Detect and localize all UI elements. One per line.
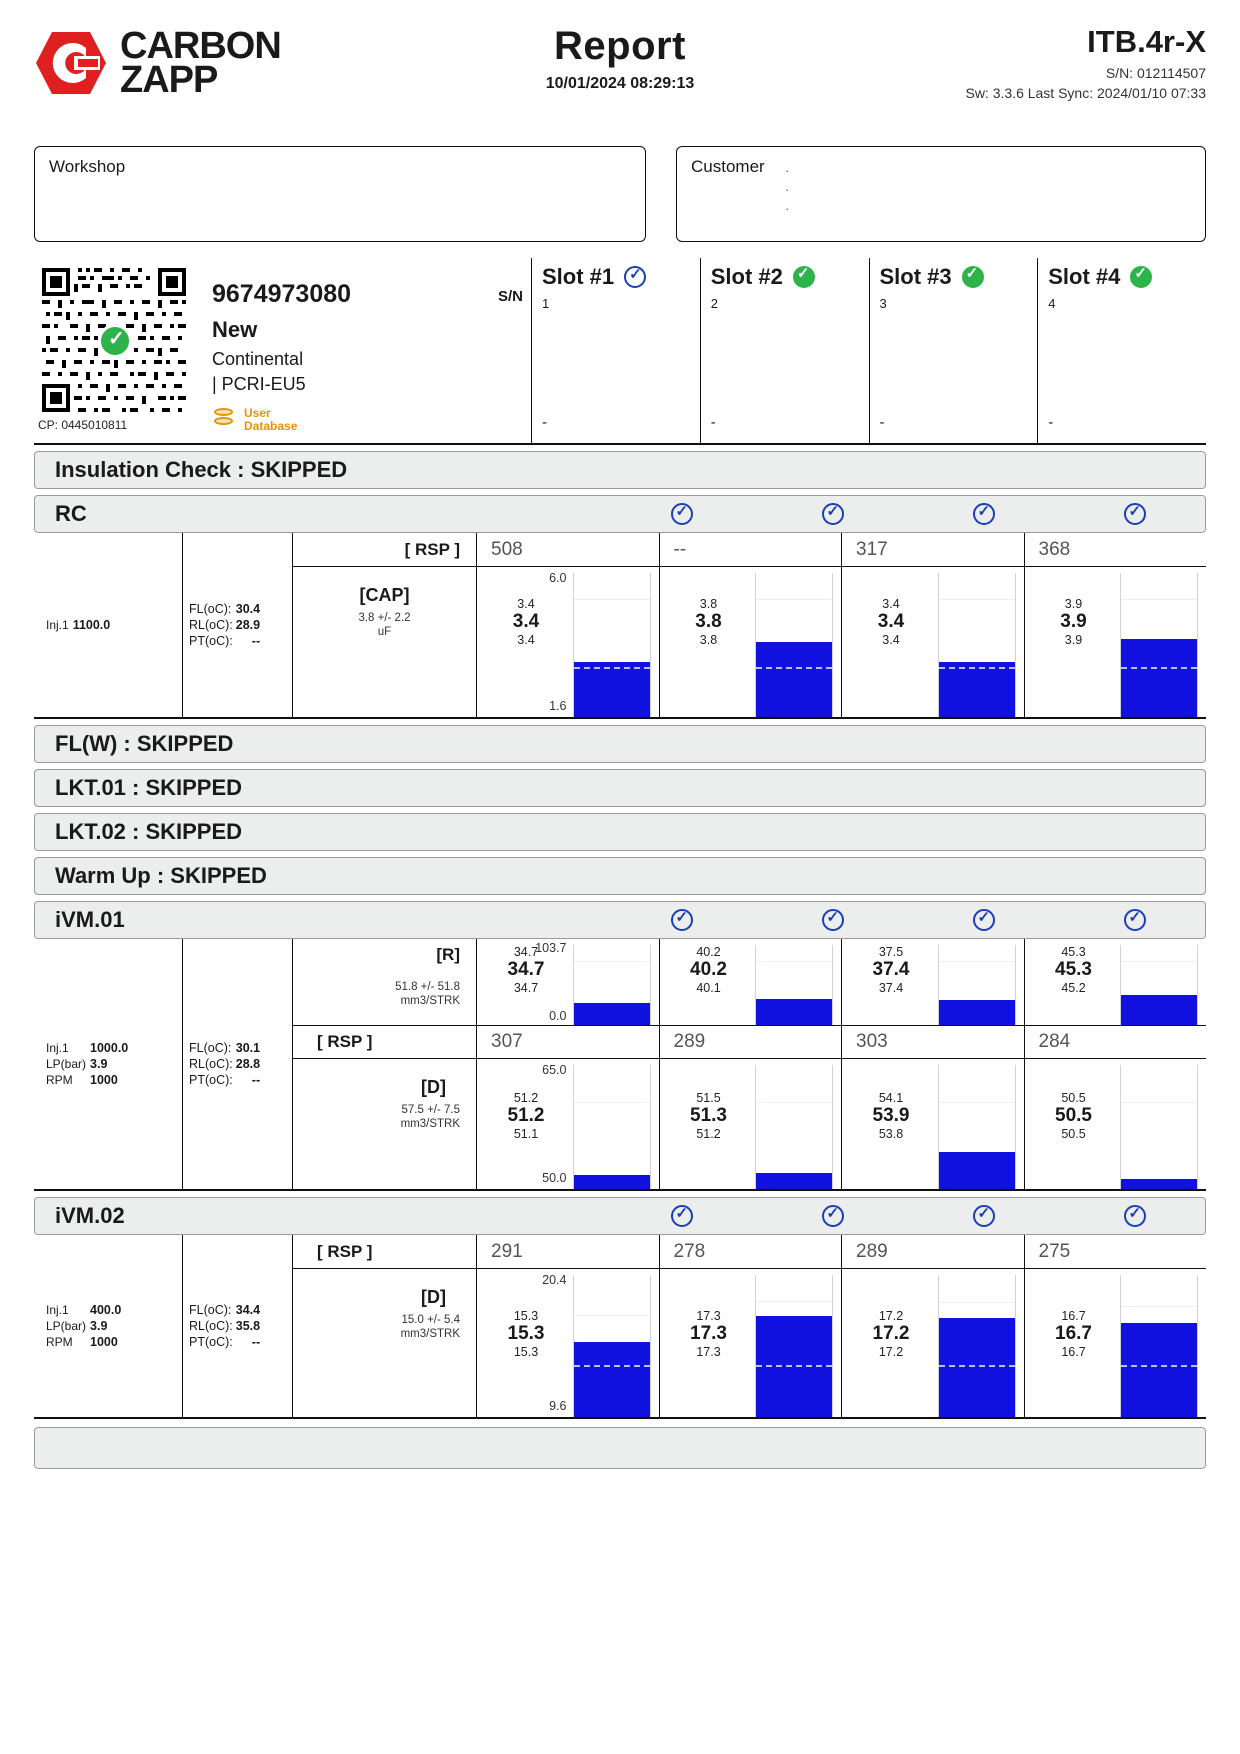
part-info	[34, 258, 531, 443]
rc-label: RC	[55, 501, 87, 526]
ivm02-d-plot-1	[573, 1275, 651, 1417]
slot-2[interactable]	[700, 258, 869, 443]
rc-axis-lo-1: 1.6	[549, 699, 567, 713]
ivm02-d-bot-2: 17.3	[696, 1345, 721, 1359]
rc-graph-3	[842, 567, 1024, 717]
ivm02-status-slot-3	[903, 1198, 1054, 1234]
database-icon	[212, 408, 238, 432]
user-database-line-1: User	[244, 406, 271, 420]
rc-slot-1	[476, 533, 659, 717]
ivm01-d-top-2: 51.5	[696, 1091, 721, 1105]
ivm02-status-slot-4	[1054, 1198, 1205, 1234]
ivm01-r-bot-3: 37.4	[878, 981, 904, 995]
ivm02-injector-params	[34, 1235, 182, 1417]
rc-rsp-value-1: 508	[491, 538, 523, 560]
ivm02-label: iVM.02	[55, 1203, 125, 1228]
ivm01-d-top-3: 54.1	[878, 1091, 904, 1105]
ivm02-metric-column	[292, 1235, 476, 1417]
section-lkt-01	[34, 769, 1206, 807]
rc-rsp-label: [ RSP ]	[404, 539, 460, 559]
ivm02-d-plot-2	[755, 1275, 833, 1417]
slot-1-index: 1	[542, 296, 550, 311]
ivm01-injector-params	[34, 939, 182, 1189]
rc-slot-4	[1024, 533, 1207, 717]
rc-status-slot-3	[903, 496, 1054, 532]
qr-verified-icon	[98, 324, 132, 358]
rc-pt-label: PT(oC):	[189, 634, 233, 648]
part-brand: Continental	[212, 349, 304, 369]
rc-value-top-4: 3.9	[1064, 597, 1083, 611]
ivm02-rsp-label: [ RSP ]	[317, 1241, 373, 1261]
ivm01-slot-columns	[476, 939, 1206, 1189]
ivm01-lp-label: LP(bar)	[46, 1057, 87, 1071]
rc-value-bot-1: 3.4	[517, 633, 535, 647]
part-type: | PCRI-EU5	[212, 374, 306, 394]
device-info	[866, 18, 1206, 101]
customer-label: Customer	[691, 157, 765, 176]
ivm02-status-slot-2	[752, 1198, 903, 1234]
rc-rsp-value-2: --	[673, 538, 687, 560]
ivm01-slot-2	[659, 939, 842, 1189]
ivm02-d-axis-hi: 20.4	[542, 1273, 567, 1287]
ivm01-d-label: [D]	[421, 1077, 446, 1097]
ivm02-d-graph-2	[660, 1269, 842, 1417]
device-model: ITB.4r-X	[1087, 24, 1206, 59]
slot-3-value: -	[879, 414, 885, 431]
ivm01-r-graph-3	[842, 939, 1024, 1025]
ivm01-r-mid-4: 45.3	[1055, 959, 1092, 980]
ivm01-d-plot-2	[755, 1065, 833, 1189]
ivm02-rsp-value-3: 289	[856, 1240, 888, 1262]
customer-line-3: ·	[785, 201, 790, 216]
ivm02-rpm-label: RPM	[46, 1335, 73, 1349]
ivm02-measurement-block	[34, 1235, 1206, 1419]
part-condition: New	[212, 317, 258, 342]
rc-plot-2	[755, 573, 833, 717]
rc-rl-label: RL(oC):	[189, 618, 233, 632]
rc-value-top-3: 3.4	[882, 597, 900, 611]
ivm01-r-top-1: 34.7	[513, 945, 539, 959]
rc-inj-label: Inj.1	[46, 618, 69, 632]
rc-cap-tolerance: 3.8 +/- 2.2	[358, 612, 411, 624]
ivm02-slot-4	[1024, 1235, 1207, 1417]
ivm01-r-unit: mm3/STRK	[400, 995, 460, 1007]
customer-box	[676, 146, 1206, 242]
ivm01-d-graph-3	[842, 1059, 1024, 1189]
ivm01-d-plot-3	[938, 1065, 1016, 1189]
ivm01-rsp-value-1: 307	[491, 1031, 523, 1052]
ivm02-d-mid-4: 16.7	[1055, 1323, 1092, 1344]
ivm01-d-plot-1	[573, 1065, 651, 1189]
ivm02-d-axis-lo: 9.6	[549, 1399, 567, 1413]
rc-status-slot-4	[1054, 496, 1205, 532]
section-fl-w	[34, 725, 1206, 763]
ivm01-slot-1	[476, 939, 659, 1189]
ivm01-slot-3	[841, 939, 1024, 1189]
ivm01-d-axis-hi: 65.0	[542, 1063, 567, 1077]
rc-measurement-block	[34, 533, 1206, 719]
ivm01-d-mid-1: 51.2	[507, 1105, 545, 1126]
flw-label: FL(W) : SKIPPED	[55, 731, 234, 756]
report-title-block	[374, 18, 866, 93]
ivm01-inj-value: 1000.0	[90, 1041, 129, 1055]
ivm01-r-top-2: 40.2	[696, 945, 721, 959]
ivm02-d-bot-1: 15.3	[513, 1345, 539, 1359]
ivm01-metric-column	[292, 939, 476, 1189]
ivm01-rl-label: RL(oC):	[189, 1057, 233, 1071]
rc-value-bot-3: 3.4	[882, 633, 900, 647]
ivm02-d-top-3: 17.2	[878, 1309, 904, 1323]
slot-4-index: 4	[1048, 296, 1056, 311]
user-database-line-2: Database	[244, 419, 298, 433]
ivm02-lp-value: 3.9	[90, 1319, 108, 1333]
ivm02-temperatures	[182, 1235, 292, 1417]
ivm02-rl-label: RL(oC):	[189, 1319, 233, 1333]
rc-cap-label: [CAP]	[359, 585, 410, 605]
workshop-customer-row	[34, 146, 1206, 242]
ivm02-status-slot-1	[601, 1198, 752, 1234]
rc-cap-unit: uF	[377, 626, 392, 638]
ivm01-rsp-value-4: 284	[1038, 1031, 1071, 1052]
ivm02-fl-value: 34.4	[235, 1303, 261, 1317]
section-warm-up	[34, 857, 1206, 895]
rc-plot-4	[1120, 573, 1198, 717]
rc-value-mid-1: 3.4	[512, 611, 540, 632]
ivm01-d-tolerance: 57.5 +/- 7.5	[401, 1104, 460, 1116]
insulation-label: Insulation Check : SKIPPED	[55, 457, 348, 482]
report-datetime: 10/01/2024 08:29:13	[545, 75, 695, 92]
ivm01-r-mid-3: 37.4	[872, 959, 910, 980]
lkt01-label: LKT.01 : SKIPPED	[55, 775, 243, 800]
ivm02-status-row	[601, 1198, 1205, 1234]
ivm01-d-bot-2: 51.2	[696, 1127, 721, 1141]
workshop-box	[34, 146, 646, 242]
ivm02-rl-value: 35.8	[235, 1319, 261, 1333]
ivm01-rpm-value: 1000	[90, 1073, 118, 1087]
cp-code: CP: 0445010811	[38, 418, 128, 432]
slot-4-value: -	[1048, 414, 1054, 431]
section-insulation-check	[34, 451, 1206, 489]
ivm01-r-tolerance: 51.8 +/- 51.8	[395, 981, 460, 993]
rc-fl-value: 30.4	[235, 602, 261, 616]
slot-3-title: Slot #3	[879, 264, 952, 289]
ivm02-d-graph-3	[842, 1269, 1024, 1417]
ivm01-d-mid-2: 51.3	[690, 1105, 727, 1126]
ivm01-d-axis-lo: 50.0	[542, 1171, 567, 1185]
ivm02-d-mid-2: 17.3	[690, 1323, 727, 1344]
ivm01-lp-value: 3.9	[90, 1057, 108, 1071]
ivm02-d-bot-4: 16.7	[1061, 1345, 1086, 1359]
customer-lines	[785, 161, 789, 218]
ivm01-d-plot-4	[1120, 1065, 1198, 1189]
rc-pt-value: --	[251, 634, 261, 648]
rc-plot-3	[938, 573, 1016, 717]
rc-metric-column	[292, 533, 476, 717]
rc-value-bot-2: 3.8	[699, 633, 718, 647]
section-ivm-01	[34, 901, 1206, 939]
ivm02-fl-label: FL(oC):	[189, 1303, 232, 1317]
ivm02-rpm-value: 1000	[90, 1335, 118, 1349]
serial-number-label: S/N	[497, 288, 523, 305]
ivm01-r-plot-1	[573, 945, 651, 1025]
ivm01-rsp-label: [ RSP ]	[317, 1032, 373, 1051]
rc-injector-params	[34, 533, 182, 717]
rc-value-bot-4: 3.9	[1064, 633, 1083, 647]
ivm01-r-graph-1	[477, 939, 659, 1025]
rc-graph-2	[660, 567, 842, 717]
ivm01-status-slot-3	[903, 902, 1054, 938]
ivm02-d-top-4: 16.7	[1061, 1309, 1086, 1323]
ivm02-d-plot-4	[1120, 1275, 1198, 1417]
ivm01-inj-label: Inj.1	[46, 1041, 69, 1055]
ivm02-pt-label: PT(oC):	[189, 1335, 233, 1349]
ivm02-rsp-header	[293, 1235, 476, 1269]
ivm02-d-top-2: 17.3	[696, 1309, 721, 1323]
ivm01-status-slot-2	[752, 902, 903, 938]
ivm02-rsp-value-2: 278	[673, 1240, 706, 1262]
part-and-slots	[34, 258, 1206, 445]
ivm01-d-bot-4: 50.5	[1061, 1127, 1086, 1141]
ivm01-r-mid-1: 34.7	[507, 959, 545, 980]
ivm01-r-mid-2: 40.2	[690, 959, 727, 980]
page-title: Report	[554, 24, 686, 68]
ivm02-d-unit: mm3/STRK	[400, 1328, 460, 1340]
ivm01-status-row	[601, 902, 1205, 938]
ivm01-label: iVM.01	[55, 907, 125, 932]
ivm01-rl-value: 28.8	[235, 1057, 261, 1071]
rc-value-mid-2: 3.8	[695, 611, 722, 632]
rc-plot-1	[573, 573, 651, 717]
ivm01-d-mid-4: 50.5	[1055, 1105, 1092, 1126]
ivm02-inj-value: 400.0	[90, 1303, 122, 1317]
ivm02-inj-label: Inj.1	[46, 1303, 69, 1317]
ivm01-rsp-value-3: 303	[856, 1031, 888, 1052]
ivm02-rsp-value-4: 275	[1038, 1240, 1071, 1262]
device-software: Sw: 3.3.6 Last Sync: 2024/01/10 07:33	[965, 85, 1206, 101]
slot-1-title: Slot #1	[542, 264, 615, 289]
section-rc	[34, 495, 1206, 533]
ivm02-d-tolerance: 15.0 +/- 5.4	[401, 1314, 460, 1326]
ivm01-d-block	[293, 1059, 476, 1130]
slot-3-index: 3	[879, 296, 887, 311]
report-header	[34, 18, 1206, 128]
ivm01-r-axis-hi: 103.7	[535, 941, 567, 955]
slot-2-status-icon	[793, 266, 815, 288]
ivm01-pt-value: --	[251, 1073, 261, 1087]
ivm02-d-graph-1	[477, 1269, 659, 1417]
slot-1-value: -	[542, 414, 547, 431]
ivm02-slot-1	[476, 1235, 659, 1417]
ivm01-d-top-1: 51.2	[513, 1091, 539, 1105]
workshop-label: Workshop	[49, 157, 126, 176]
ivm02-pt-value: --	[251, 1335, 261, 1349]
brand-name	[120, 25, 281, 101]
rc-status-slot-1	[601, 496, 752, 532]
user-database-badge	[212, 407, 531, 433]
ivm01-temperatures	[182, 939, 292, 1189]
device-serial: S/N: 012114507	[1105, 65, 1206, 81]
rc-graph-1	[477, 567, 659, 717]
ivm01-r-graph-4	[1025, 939, 1207, 1025]
slot-1-status-icon	[624, 266, 646, 288]
slots-row	[531, 258, 1206, 443]
rc-status-row	[601, 496, 1205, 532]
rc-slot-columns	[476, 533, 1206, 717]
rc-graph-4	[1025, 567, 1207, 717]
ivm01-fl-value: 30.1	[235, 1041, 261, 1055]
rc-slot-3	[841, 533, 1024, 717]
carbon-zapp-logo-icon	[34, 26, 108, 100]
rc-fl-label: FL(oC):	[189, 602, 232, 616]
ivm02-d-mid-3: 17.2	[872, 1323, 910, 1344]
ivm01-d-bot-3: 53.8	[878, 1127, 904, 1141]
rc-value-top-2: 3.8	[699, 597, 718, 611]
slot-2-title: Slot #2	[710, 264, 783, 289]
ivm02-d-label: [D]	[421, 1287, 446, 1307]
user-database-label	[244, 407, 297, 433]
footer-bar	[34, 1427, 1206, 1469]
ivm01-r-label: [R]	[436, 945, 460, 964]
slot-4-title: Slot #4	[1048, 264, 1121, 289]
rc-value-top-1: 3.4	[517, 597, 535, 611]
ivm02-lp-label: LP(bar)	[46, 1319, 87, 1333]
qr-code	[38, 264, 190, 416]
ivm01-r-bot-2: 40.1	[696, 981, 721, 995]
ivm01-r-plot-4	[1120, 945, 1198, 1025]
brand-line-2: ZAPP	[120, 59, 218, 101]
rc-status-slot-2	[752, 496, 903, 532]
ivm01-status-slot-4	[1054, 902, 1205, 938]
slot-1[interactable]	[531, 258, 700, 443]
slot-4[interactable]	[1037, 258, 1206, 443]
ivm01-rsp-value-2: 289	[673, 1031, 706, 1052]
rc-axis-hi-1: 6.0	[549, 571, 567, 585]
ivm01-r-bot-1: 34.7	[513, 981, 539, 995]
slot-2-value: -	[710, 414, 716, 431]
rc-cap-block	[293, 567, 476, 638]
ivm01-r-graph-2	[660, 939, 842, 1025]
ivm01-rpm-label: RPM	[46, 1073, 73, 1087]
ivm02-d-bot-3: 17.2	[878, 1345, 904, 1359]
ivm01-d-graph-4	[1025, 1059, 1207, 1189]
ivm01-d-bot-1: 51.1	[513, 1127, 539, 1141]
ivm02-d-block	[293, 1269, 476, 1340]
brand-line-1: CARBON	[120, 25, 281, 67]
ivm01-d-mid-3: 53.9	[872, 1105, 910, 1126]
rc-value-mid-4: 3.9	[1060, 611, 1087, 632]
slot-3[interactable]	[869, 258, 1038, 443]
ivm01-r-axis-lo: 0.0	[549, 1009, 567, 1023]
part-number: 9674973080	[212, 280, 352, 308]
ivm01-pt-label: PT(oC):	[189, 1073, 233, 1087]
section-ivm-02	[34, 1197, 1206, 1235]
ivm02-rsp-value-1: 291	[491, 1240, 523, 1262]
lkt02-label: LKT.02 : SKIPPED	[55, 819, 243, 844]
ivm01-r-plot-3	[938, 945, 1016, 1025]
section-lkt-02	[34, 813, 1206, 851]
ivm01-slot-4	[1024, 939, 1207, 1189]
rc-value-mid-3: 3.4	[877, 611, 905, 632]
customer-line-2: ·	[785, 182, 790, 197]
ivm01-measurement-block	[34, 939, 1206, 1191]
slot-2-index: 2	[710, 296, 718, 311]
ivm01-status-slot-1	[601, 902, 752, 938]
ivm02-d-graph-4	[1025, 1269, 1207, 1417]
ivm01-d-graph-2	[660, 1059, 842, 1189]
ivm01-r-top-4: 45.3	[1061, 945, 1086, 959]
rc-temperatures	[182, 533, 292, 717]
slot-4-status-icon	[1130, 266, 1152, 288]
ivm02-slot-3	[841, 1235, 1024, 1417]
rc-rsp-header	[293, 533, 476, 567]
ivm02-slot-columns	[476, 1235, 1206, 1417]
ivm01-r-bot-4: 45.2	[1061, 981, 1086, 995]
rc-rl-value: 28.9	[235, 618, 261, 632]
ivm02-d-plot-3	[938, 1275, 1016, 1417]
ivm01-d-top-4: 50.5	[1061, 1091, 1086, 1105]
part-details	[212, 264, 531, 433]
warmup-label: Warm Up : SKIPPED	[55, 863, 267, 888]
slot-3-status-icon	[962, 266, 984, 288]
rc-rsp-value-3: 317	[856, 538, 888, 560]
ivm01-r-top-3: 37.5	[878, 945, 904, 959]
ivm02-d-top-1: 15.3	[513, 1309, 539, 1323]
customer-line-1: ·	[785, 163, 790, 178]
ivm01-fl-label: FL(oC):	[189, 1041, 232, 1055]
ivm01-d-unit: mm3/STRK	[400, 1118, 460, 1130]
rc-inj-value: 1100.0	[72, 618, 111, 632]
ivm02-d-mid-1: 15.3	[507, 1323, 545, 1344]
ivm01-d-graph-1	[477, 1059, 659, 1189]
rc-rsp-value-4: 368	[1038, 538, 1071, 560]
rc-slot-2	[659, 533, 842, 717]
brand-logo	[34, 18, 374, 100]
ivm02-slot-2	[659, 1235, 842, 1417]
ivm01-r-plot-2	[755, 945, 833, 1025]
